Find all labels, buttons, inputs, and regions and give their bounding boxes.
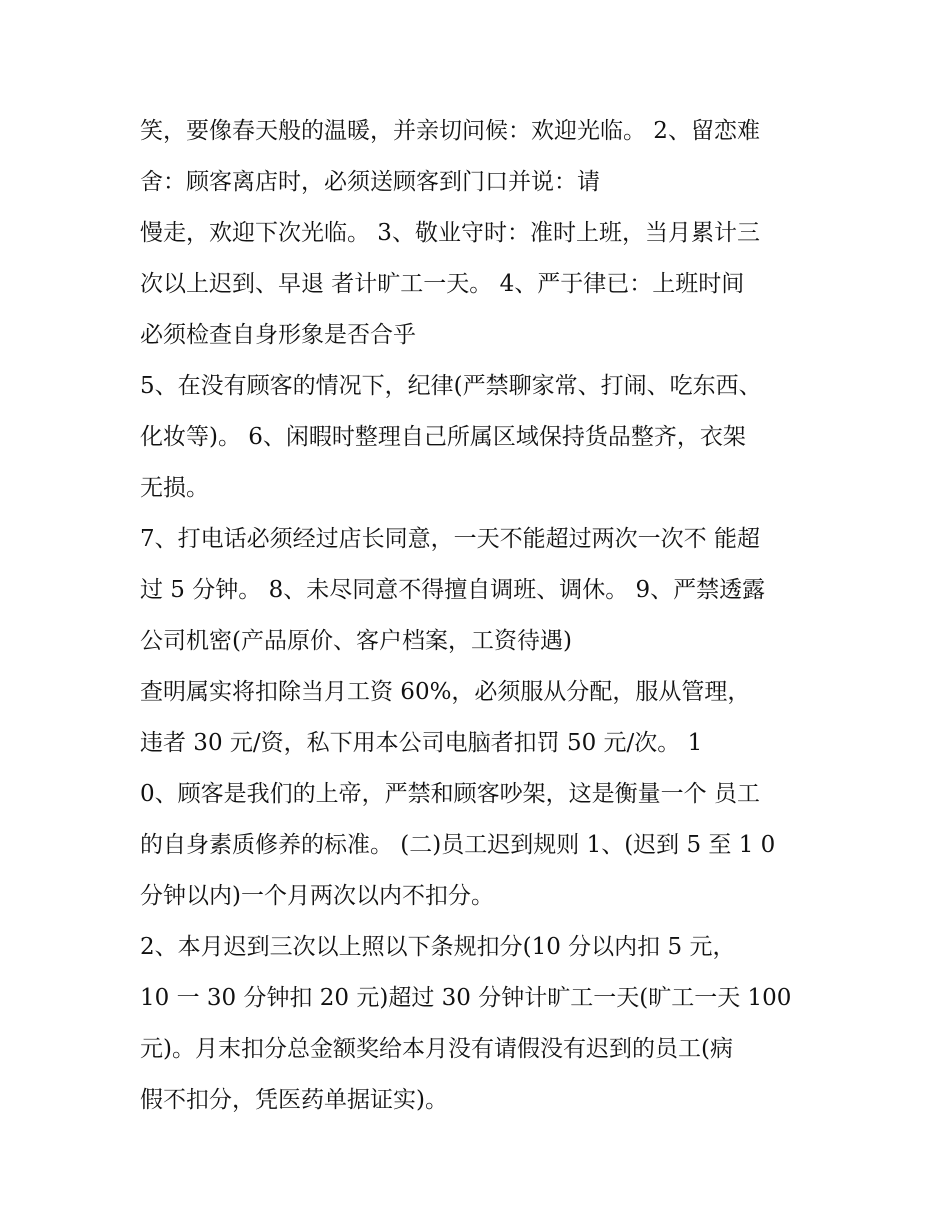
text-line: 过 5 分钟。 8、未尽同意不得擅自调班、调休。 9、严禁透露	[140, 577, 766, 603]
text-line: 元)。月末扣分总金额奖给本月没有请假没有迟到的员工(病	[140, 1036, 733, 1062]
text-line: 必须检查自身形象是否合乎	[140, 322, 416, 348]
document-body	[140, 106, 820, 1126]
text-line: 7、打电话必须经过店长同意，一天不能超过两次一次不 能超	[140, 526, 760, 552]
text-line: 舍：顾客离店时，必须送顾客到门口并说：请	[140, 169, 600, 195]
text-line: 5、在没有顾客的情况下，纪律(严禁聊家常、打闹、吃东西、	[140, 373, 762, 399]
text-line: 0、顾客是我们的上帝，严禁和顾客吵架，这是衡量一个 员工	[140, 781, 760, 807]
text-line: 分钟以内)一个月两次以内不扣分。	[140, 883, 494, 909]
text-line: 查明属实将扣除当月工资 60%，必须服从分配，服从管理，	[140, 679, 751, 705]
text-line: 2、本月迟到三次以上照以下条规扣分(10 分以内扣 5 元，	[140, 934, 736, 960]
text-line: 公司机密(产品原价、客户档案，工资待遇)	[140, 628, 572, 654]
text-line: 10 一 30 分钟扣 20 元)超过 30 分钟计旷工一天(旷工一天 100	[140, 985, 792, 1011]
text-line: 笑，要像春天般的温暖，并亲切问候：欢迎光临。 2、留恋难	[140, 118, 760, 144]
text-line: 次以上迟到、早退 者计旷工一天。 4、严于律已：上班时间	[140, 271, 745, 297]
text-line: 假不扣分，凭医药单据证实)。	[140, 1087, 448, 1113]
text-line: 慢走，欢迎下次光临。 3、敬业守时：准时上班，当月累计三	[140, 220, 760, 246]
text-line: 无损。	[140, 475, 209, 501]
text-line: 化妆等)。 6、闲暇时整理自己所属区域保持货品整齐，衣架	[140, 424, 746, 450]
text-line: 违者 30 元/资，私下用本公司电脑者扣罚 50 元/次。 1	[140, 730, 703, 756]
text-line: 的自身素质修养的标准。 (二)员工迟到规则 1、(迟到 5 至 1 0	[140, 832, 776, 858]
